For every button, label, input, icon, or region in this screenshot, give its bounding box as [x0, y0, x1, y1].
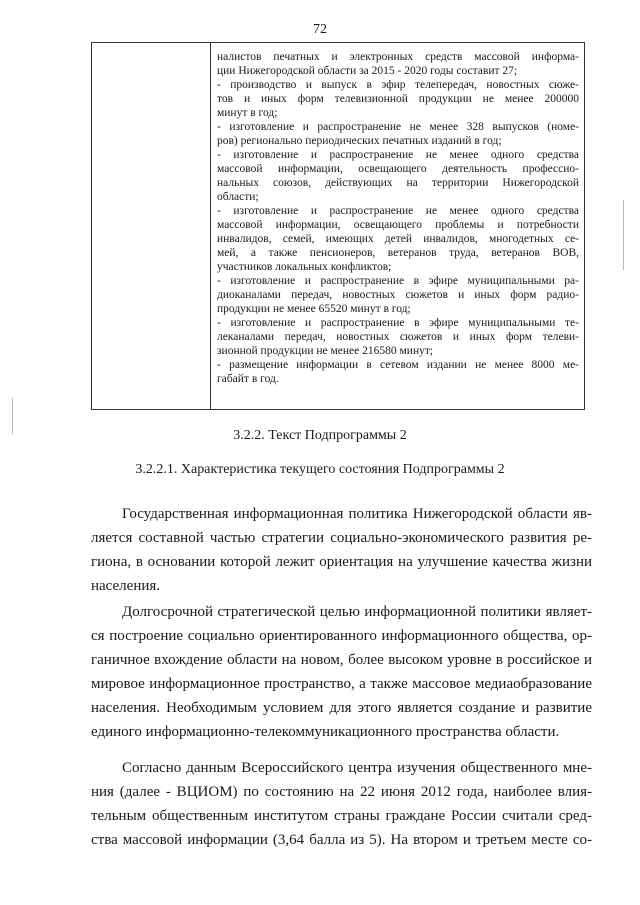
- table-line: - изготовление и распространение в эфире муниципальными те-: [217, 317, 579, 329]
- paragraph-line: Государственная информационная политика Нижегородской области яв-: [122, 506, 592, 522]
- table-line: минут в год;: [217, 107, 278, 119]
- table-line: мей, а также пенсионеров, ветеранов труда, ветеранов ВОВ,: [217, 247, 579, 259]
- table-line: - производство и выпуск в эфир телепередач, новостных сюже-: [217, 79, 579, 91]
- table-line: области;: [217, 191, 259, 203]
- paragraph-line: тельным общественным институтом страны граждане России считали сред-: [91, 808, 592, 824]
- scan-margin-mark: [12, 398, 13, 434]
- table-line: ров) регионально периодических печатных изданий в год;: [217, 135, 502, 147]
- page-number: 72: [313, 22, 327, 37]
- table-line: - размещение информации в сетевом издании не менее 8000 ме-: [217, 359, 579, 371]
- paragraph-1: [91, 502, 592, 598]
- table-line: массовой информации, освещающего деятельность профессио-: [217, 163, 579, 175]
- table-line: - изготовление и распространение в эфире муниципальными ра-: [217, 275, 579, 287]
- table-line: инвалидов, семей, имеющих детей инвалидов, многодетных се-: [217, 233, 579, 245]
- paragraph-line: гиона, в основании которой лежит ориентация на улучшение качества жизни: [91, 554, 592, 570]
- table-line: участников локальных конфликтов;: [217, 261, 392, 273]
- paragraph-line: ния (далее - ВЦИОМ) по состоянию на 22 июня 2012 года, наиболее влия-: [91, 784, 592, 800]
- table-line: ции Нижегородской области за 2015 - 2020 годы составит 27;: [217, 65, 518, 77]
- table-line: продукции не менее 65520 минут в год;: [217, 303, 411, 315]
- table-line: - изготовление и распространение не менее одного средства: [217, 205, 579, 217]
- continuation-table: [91, 42, 585, 410]
- table-line: тов и иных форм телевизионной продукции не менее 200000: [217, 93, 579, 105]
- table-indicator-cell: [217, 50, 579, 386]
- subsection-heading: 3.2.2.1. Характеристика текущего состояния Подпрограммы 2: [135, 462, 505, 477]
- table-line: леканалами передач, новостных сюжетов и иных форм телеви-: [217, 331, 579, 343]
- section-heading: 3.2.2. Текст Подпрограммы 2: [233, 428, 407, 443]
- table-line: нальных союзов, действующих на территории Нижегородской: [217, 177, 579, 189]
- paragraph-3: [91, 756, 592, 852]
- table-line: массовой информации, освещающего проблемы и потребности: [217, 219, 579, 231]
- paragraph-line: Долгосрочной стратегической целью информационной политики являет-: [122, 604, 592, 620]
- paragraph-line: ганичное вхождение области на новом, более высоком уровне в российское и: [91, 652, 592, 668]
- paragraph-line: ства массовой информации (3,64 балла из 5). На втором и третьем месте со-: [91, 832, 592, 848]
- paragraph-line: мировое информационное пространство, а также массовое медиаобразование: [91, 676, 592, 692]
- table-line: налистов печатных и электронных средств массовой информа-: [217, 51, 579, 63]
- paragraph-line: населения.: [91, 578, 161, 594]
- table-line: габайт в год.: [217, 373, 279, 385]
- paragraph-line: ся построение социально ориентированного информационного общества, ор-: [91, 628, 592, 644]
- paragraph-line: ляется составной частью стратегии социально-экономического развития ре-: [91, 530, 592, 546]
- scan-margin-mark: [623, 200, 624, 270]
- table-line: зионной продукции не менее 216580 минут;: [217, 345, 434, 357]
- table-line: - изготовление и распространение не менее 328 выпусков (номе-: [217, 121, 579, 133]
- table-line: диоканалами передач, новостных сюжетов и иных форм радио-: [217, 289, 579, 301]
- table-line: - изготовление и распространение не менее одного средства: [217, 149, 579, 161]
- paragraph-line: единого информационно-телекоммуникационного пространства области.: [91, 724, 560, 740]
- table-column-divider: [210, 43, 211, 409]
- paragraph-2: [91, 600, 592, 744]
- paragraph-line: Согласно данным Всероссийского центра изучения общественного мне-: [122, 760, 592, 776]
- paragraph-line: населения. Необходимым условием для этого является создание и развитие: [91, 700, 592, 716]
